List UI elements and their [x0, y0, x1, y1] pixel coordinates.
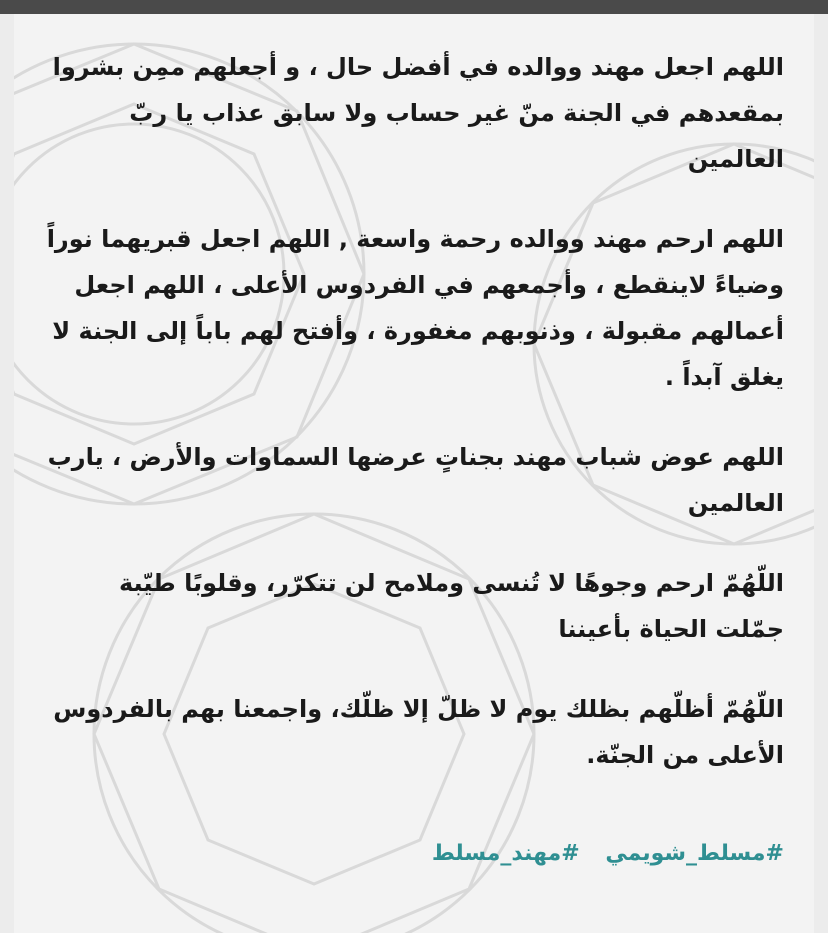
post-card [14, 14, 814, 933]
prayer-paragraph-1: اللهم اجعل مهند ووالده في أفضل حال ، و أجعلهم ممِن بشروا بمقعدهم في الجنة منّ غير حساب ولا سابق عذاب يا ربّ العالمين [52, 53, 784, 173]
hashtags-row [44, 834, 784, 874]
prayer-paragraph-3: اللهم عوض شباب مهند بجناتٍ عرضها السماوات والأرض ، يارب العالمين [47, 443, 784, 517]
prayer-paragraph-2: اللهم ارحم مهند ووالده رحمة واسعة , اللهم اجعل قبريهما نوراً وضياءً لاينقطع ، وأجمعهم في الفردوس الأعلى ، اللهم اجعل أعمالهم مقبولة ، وذنوبهم مغفورة ، وأفتح لهم باباً إلى الجنة لا يغلق آبداً . [46, 225, 784, 391]
top-border [0, 0, 828, 14]
prayer-paragraph-4: اللّهُمّ ارحم وجوهًا لا تُنسى وملامح لن تتكرّر، وقلوبًا طيّبة جمّلت الحياة بأعيننا [118, 569, 784, 643]
prayer-paragraph-5: اللّهُمّ أظلّهم بظلك يوم لا ظلّ إلا ظلّك، واجمعنا بهم بالفردوس الأعلى من الجنّة. [53, 695, 784, 769]
hashtag-muhannad-musallat[interactable]: #مهند_مسلط [431, 841, 580, 866]
prayer-text-block [44, 44, 784, 874]
hashtag-musallat-shuwaymi[interactable]: #مسلط_شويمي [605, 841, 784, 866]
